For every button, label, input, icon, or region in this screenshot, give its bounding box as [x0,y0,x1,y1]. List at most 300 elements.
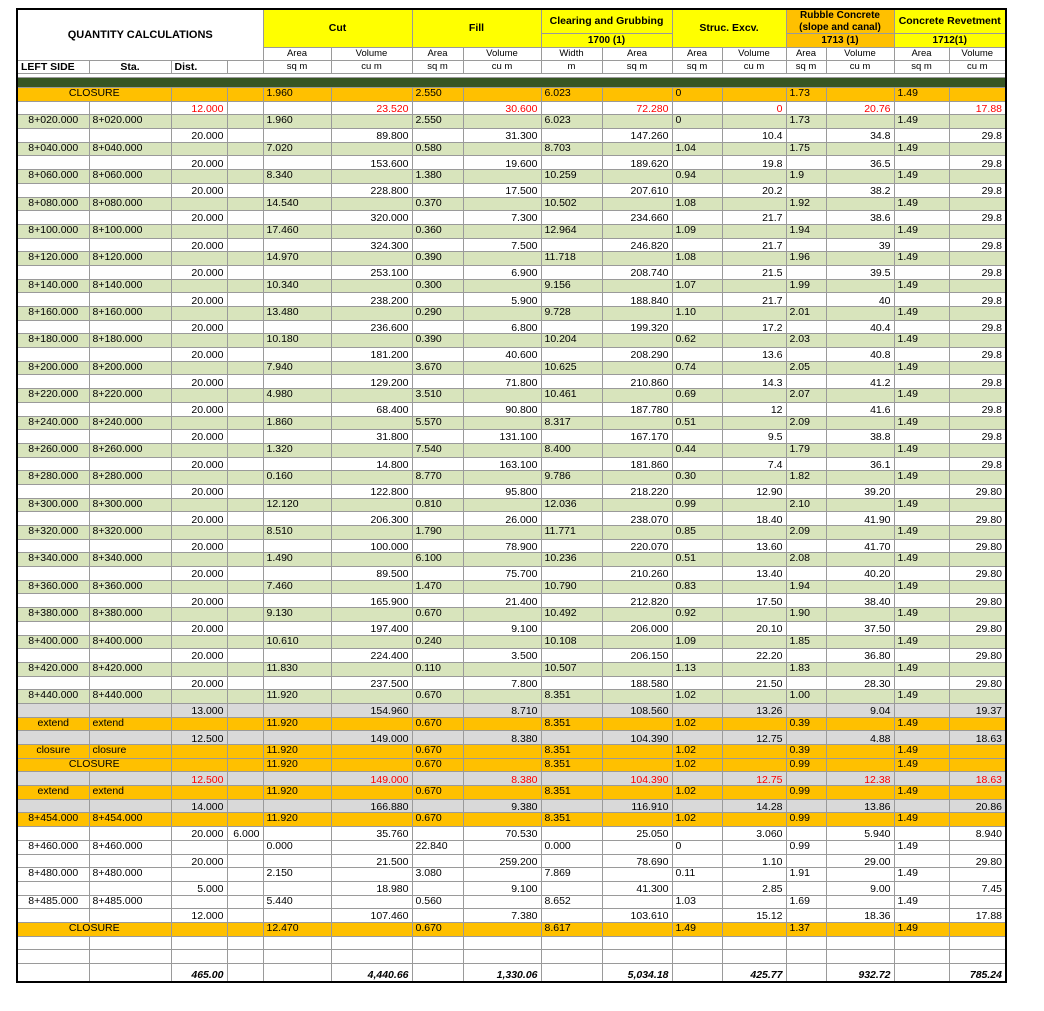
sta-blank [89,320,171,334]
area-value: 13.480 [263,307,331,321]
total-blank [786,964,826,982]
area-value: 0.670 [412,745,463,759]
area-value: 12.120 [263,498,331,512]
station-row [17,142,1006,156]
volume-value: 26.000 [463,512,541,526]
volume-blank [826,224,894,238]
area-value: 1.09 [672,224,722,238]
left-side-station: 8+440.000 [17,690,89,704]
dist-cell [171,416,227,430]
volume-row [17,512,1006,526]
left-side-blank [17,799,89,813]
volume-value: 23.520 [331,101,412,115]
area-blank [263,265,331,279]
extra-cell [227,553,263,567]
area-blank [263,129,331,143]
sub-area: Area [894,48,949,61]
volume-value: 6.800 [463,320,541,334]
unit-sqm: sq m [672,61,722,74]
extra-cell [227,662,263,676]
area-blank [541,539,602,553]
unit-cum: cu m [722,61,786,74]
station: 8+360.000 [89,580,171,594]
station-row [17,197,1006,211]
station: extend [89,717,171,731]
extra-distance [227,402,263,416]
volume-blank [949,88,1006,102]
sub-width: Width [541,48,602,61]
area-value: 0.51 [672,416,722,430]
blank-cell [894,936,949,950]
area-blank [263,909,331,923]
volume-value: 9.100 [463,881,541,895]
volume-row [17,348,1006,362]
area-value: 22.840 [412,840,463,854]
volume-row [17,567,1006,581]
area-value: 10.236 [541,553,602,567]
area-value: 6.100 [412,553,463,567]
area-value: 0.370 [412,197,463,211]
area-value: 0.670 [412,690,463,704]
sta-blank [89,375,171,389]
area-blank [672,156,722,170]
distance-value: 20.000 [171,512,227,526]
area-blank [263,772,331,786]
volume-blank [949,717,1006,731]
sta-blank [89,621,171,635]
volume-row [17,649,1006,663]
area-value: 10.790 [541,580,602,594]
station-row [17,389,1006,403]
area-blank [541,265,602,279]
area-blank [786,512,826,526]
volume-blank [463,252,541,266]
area-value: 1.49 [894,662,949,676]
volume-blank [602,895,672,909]
volume-blank [722,389,786,403]
volume-value: 210.860 [602,375,672,389]
dist-cell [171,142,227,156]
area-blank [786,539,826,553]
volume-value: 9.380 [463,799,541,813]
area-value: 1.49 [894,416,949,430]
left-side-blank [17,430,89,444]
left-side-station: 8+120.000 [17,252,89,266]
left-side-station: 8+200.000 [17,361,89,375]
area-value: 1.960 [263,115,331,129]
area-blank [894,567,949,581]
area-value: 0 [672,840,722,854]
area-value: 1.860 [263,416,331,430]
area-blank [672,854,722,868]
blank-cell [949,950,1006,964]
area-value: 1.02 [672,813,722,827]
sta-blank [89,731,171,745]
volume-blank [949,690,1006,704]
volume-blank [463,115,541,129]
station-row [17,526,1006,540]
area-value: 1.02 [672,758,722,772]
area-blank [672,484,722,498]
volume-value: 3.060 [722,827,786,841]
volume-blank [949,868,1006,882]
area-blank [786,827,826,841]
volume-blank [602,252,672,266]
volume-blank [826,526,894,540]
volume-value: 18.63 [949,731,1006,745]
volume-blank [463,868,541,882]
extra-cell [227,840,263,854]
volume-value: 103.610 [602,909,672,923]
area-value: 0.99 [672,498,722,512]
total-rubble: 932.72 [826,964,894,982]
area-blank [412,320,463,334]
dist-cell [171,717,227,731]
blank-cell [672,950,722,964]
volume-blank [826,142,894,156]
unit-sqm: sq m [263,61,331,74]
area-value: 1.02 [672,717,722,731]
volume-row [17,676,1006,690]
area-value: 5.570 [412,416,463,430]
header-rubble-code: 1713 (1) [786,34,894,48]
volume-value: 108.560 [602,703,672,717]
area-value: 10.259 [541,170,602,184]
volume-value: 15.12 [722,909,786,923]
area-value: 1.49 [894,608,949,622]
area-value: 1.79 [786,443,826,457]
area-value: 1.49 [894,553,949,567]
volume-row [17,265,1006,279]
left-side-blank [17,676,89,690]
area-blank [894,211,949,225]
area-value: 0.92 [672,608,722,622]
area-value: 1.90 [786,608,826,622]
volume-value: 29.8 [949,430,1006,444]
station-row [17,922,1006,936]
station-label: CLOSURE [17,922,171,936]
volume-blank [949,416,1006,430]
extra-cell [227,307,263,321]
left-side-blank [17,539,89,553]
volume-blank [463,895,541,909]
volume-blank [722,635,786,649]
area-value: 11.920 [263,786,331,800]
station-row [17,717,1006,731]
volume-value: 9.100 [463,621,541,635]
sub-volume: Volume [722,48,786,61]
area-value: 1.85 [786,635,826,649]
blank-cell [672,936,722,950]
sub-area: Area [263,48,331,61]
station: 8+400.000 [89,635,171,649]
station-row [17,224,1006,238]
volume-blank [331,142,412,156]
area-blank [672,238,722,252]
extra-distance [227,854,263,868]
area-blank [894,649,949,663]
area-value: 1.49 [894,717,949,731]
area-value: 1.94 [786,224,826,238]
volume-value: 29.8 [949,402,1006,416]
area-blank [541,183,602,197]
volume-value: 218.220 [602,484,672,498]
volume-blank [602,334,672,348]
volume-value: 228.800 [331,183,412,197]
header-revetment-code: 1712(1) [894,34,1006,48]
extra-cell [227,690,263,704]
extra-distance [227,101,263,115]
volume-blank [826,922,894,936]
area-blank [541,293,602,307]
area-value: 1.09 [672,635,722,649]
area-value: 1.49 [894,115,949,129]
area-blank [894,621,949,635]
left-side-blank [17,567,89,581]
volume-blank [722,361,786,375]
volume-blank [602,197,672,211]
volume-row [17,827,1006,841]
area-blank [541,799,602,813]
extra-cell [227,635,263,649]
left-side-blank [17,512,89,526]
volume-value: 29.80 [949,854,1006,868]
area-blank [894,881,949,895]
area-value: 1.49 [894,334,949,348]
sta-blank [89,265,171,279]
extra-distance [227,703,263,717]
volume-value: 13.6 [722,348,786,362]
volume-blank [602,635,672,649]
area-blank [541,676,602,690]
area-blank [894,512,949,526]
area-blank [894,457,949,471]
area-blank [672,731,722,745]
volume-blank [826,252,894,266]
volume-value: 166.880 [331,799,412,813]
volume-value: 37.50 [826,621,894,635]
header-cut: Cut [263,9,412,48]
area-blank [894,348,949,362]
volume-blank [722,197,786,211]
volume-blank [602,840,672,854]
volume-value: 122.800 [331,484,412,498]
area-value: 2.03 [786,334,826,348]
extra-distance [227,183,263,197]
station-label: CLOSURE [17,758,171,772]
left-side-station: 8+280.000 [17,471,89,485]
area-value: 1.960 [263,88,331,102]
station-row [17,662,1006,676]
area-value: 0.390 [412,252,463,266]
volume-value: 4.88 [826,731,894,745]
left-side-blank [17,375,89,389]
left-side-station: 8+080.000 [17,197,89,211]
area-blank [263,881,331,895]
volume-blank [463,443,541,457]
extra-distance [227,799,263,813]
total-blank [227,964,263,982]
station-row [17,498,1006,512]
dist-cell [171,170,227,184]
dist-cell [171,608,227,622]
volume-row [17,594,1006,608]
volume-value: 21.400 [463,594,541,608]
volume-value: 18.36 [826,909,894,923]
area-blank [894,909,949,923]
volume-value: 13.60 [722,539,786,553]
unit-sqm: sq m [894,61,949,74]
volume-value: 188.580 [602,676,672,690]
area-blank [541,101,602,115]
volume-value: 163.100 [463,457,541,471]
area-blank [894,238,949,252]
volume-row [17,183,1006,197]
volume-blank [463,690,541,704]
area-blank [263,854,331,868]
volume-value: 21.7 [722,238,786,252]
volume-value: 181.200 [331,348,412,362]
area-value: 0.11 [672,868,722,882]
area-value: 1.08 [672,252,722,266]
area-blank [672,293,722,307]
area-blank [541,156,602,170]
total-blank [263,964,331,982]
area-blank [263,703,331,717]
volume-value: 12.75 [722,731,786,745]
volume-value: 13.86 [826,799,894,813]
extra-distance [227,512,263,526]
volume-blank [949,389,1006,403]
extra-cell [227,416,263,430]
area-blank [263,211,331,225]
left-side-station: 8+380.000 [17,608,89,622]
volume-blank [722,224,786,238]
area-blank [263,101,331,115]
left-side-station: 8+485.000 [17,895,89,909]
header-fill: Fill [412,9,541,48]
volume-value: 40.20 [826,567,894,581]
station: 8+260.000 [89,443,171,457]
area-value: 1.94 [786,580,826,594]
extra-distance [227,211,263,225]
extra-distance [227,457,263,471]
area-value: 1.69 [786,895,826,909]
area-value: 2.09 [786,416,826,430]
area-blank [894,731,949,745]
volume-blank [949,443,1006,457]
area-blank [412,375,463,389]
area-value: 17.460 [263,224,331,238]
volume-blank [602,115,672,129]
area-value: 2.09 [786,526,826,540]
header-revetment: Concrete Revetment [894,9,1006,34]
volume-value: 5.900 [463,293,541,307]
volume-value: 71.800 [463,375,541,389]
area-blank [672,539,722,553]
sub-volume: Volume [463,48,541,61]
volume-value: 29.8 [949,265,1006,279]
station: extend [89,786,171,800]
dist-cell [171,252,227,266]
area-blank [412,621,463,635]
volume-blank [331,170,412,184]
area-value: 0.99 [786,758,826,772]
extra-distance [227,156,263,170]
volume-value: 7.380 [463,909,541,923]
volume-blank [949,361,1006,375]
volume-value: 75.700 [463,567,541,581]
sta-blank [89,649,171,663]
area-value: 5.440 [263,895,331,909]
extra-distance [227,320,263,334]
area-blank [541,621,602,635]
volume-blank [463,197,541,211]
area-value: 0.670 [412,758,463,772]
area-blank [786,129,826,143]
area-value: 0.39 [786,745,826,759]
volume-value: 7.45 [949,881,1006,895]
area-blank [412,484,463,498]
dist-cell [171,334,227,348]
extra-cell [227,526,263,540]
volume-value: 78.900 [463,539,541,553]
volume-row [17,799,1006,813]
area-value: 2.05 [786,361,826,375]
dist-cell [171,389,227,403]
volume-value: 19.37 [949,703,1006,717]
volume-value: 90.800 [463,402,541,416]
volume-blank [949,662,1006,676]
left-side-blank [17,183,89,197]
area-value: 1.49 [894,786,949,800]
station: 8+454.000 [89,813,171,827]
volume-blank [949,197,1006,211]
volume-blank [602,224,672,238]
area-value: 7.869 [541,868,602,882]
area-value: 14.970 [263,252,331,266]
volume-value: 29.80 [949,539,1006,553]
distance-value: 12.500 [171,772,227,786]
distance-value: 20.000 [171,676,227,690]
volume-value: 12 [722,402,786,416]
sta-blank [89,703,171,717]
header-struc: Struc. Excv. [672,9,786,48]
volume-value: 187.780 [602,402,672,416]
volume-value: 72.280 [602,101,672,115]
area-blank [263,457,331,471]
extra-distance [227,430,263,444]
sub-volume: Volume [949,48,1006,61]
station: 8+440.000 [89,690,171,704]
volume-blank [826,662,894,676]
area-blank [541,772,602,786]
volume-blank [722,717,786,731]
volume-value: 29.8 [949,375,1006,389]
unit-sqm: sq m [602,61,672,74]
volume-value: 149.000 [331,772,412,786]
area-value: 8.703 [541,142,602,156]
area-blank [412,703,463,717]
area-value: 0.670 [412,608,463,622]
extra-distance [227,649,263,663]
area-blank [412,348,463,362]
volume-blank [722,526,786,540]
left-side-station: 8+260.000 [17,443,89,457]
area-blank [541,402,602,416]
area-value: 0.240 [412,635,463,649]
volume-value: 29.8 [949,293,1006,307]
